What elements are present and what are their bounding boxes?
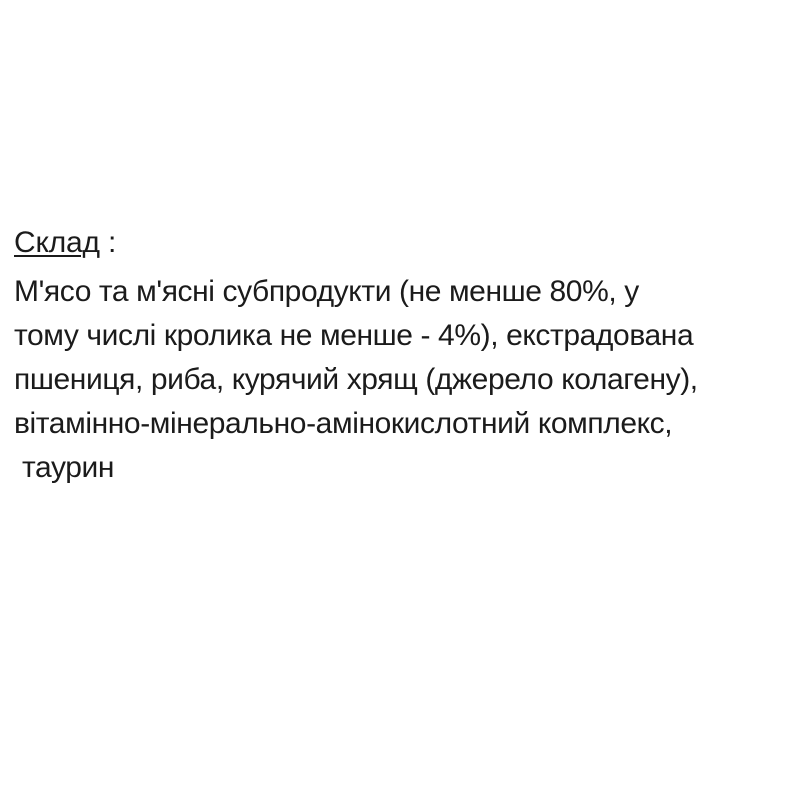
ingredients-line-1: М'ясо та м'ясні субпродукти (не менше 80%, у xyxy=(14,275,639,308)
composition-heading xyxy=(14,224,790,262)
composition-heading-colon: : xyxy=(99,226,117,259)
ingredients-line-3: пшениця, риба, курячий хрящ (джерело колагену), xyxy=(14,363,698,396)
ingredients-line-2: тому числі кролика не менше - 4%), екстрадована xyxy=(14,319,694,352)
ingredients-line-5: таурин xyxy=(22,451,115,484)
ingredients-line-4: вітамінно-мінерально-амінокислотний комплекс, xyxy=(14,407,673,440)
ingredients-text xyxy=(14,270,790,490)
composition-heading-word: Склад xyxy=(14,226,100,259)
ingredients-label xyxy=(14,224,790,490)
